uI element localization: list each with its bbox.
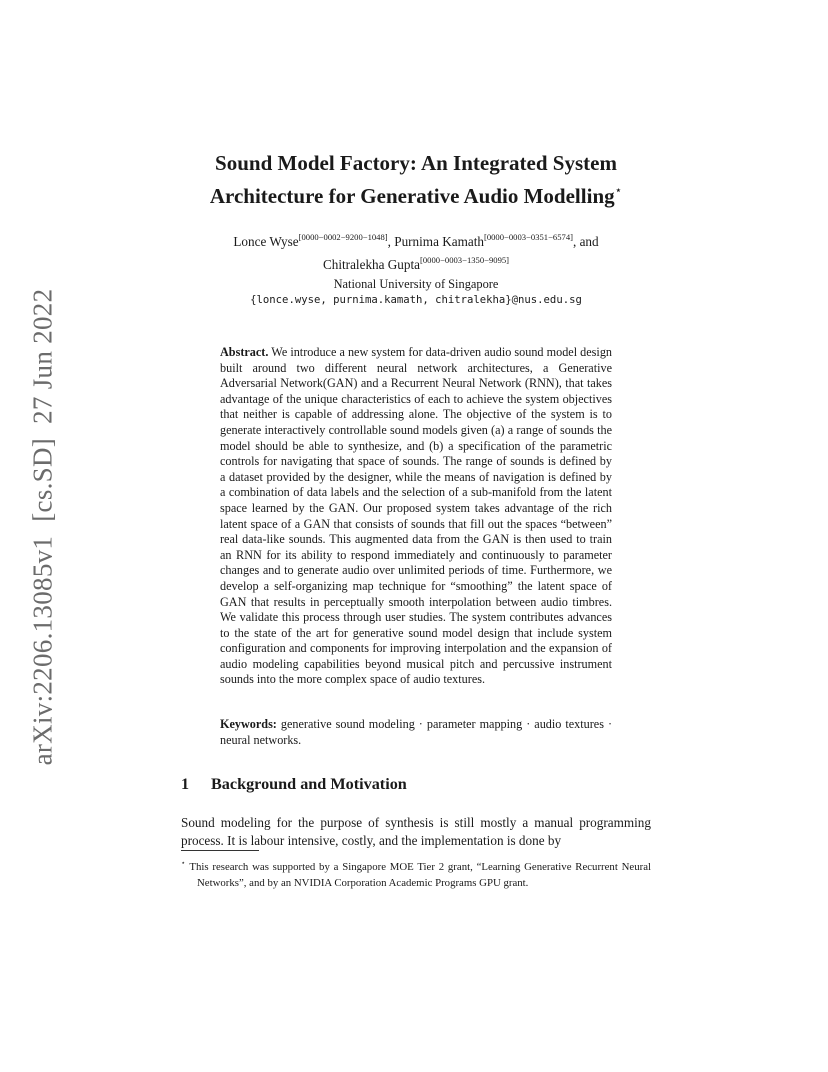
footnote [181, 856, 651, 891]
abstract [220, 345, 612, 688]
arxiv-category: [cs.SD] [27, 437, 58, 522]
author-name: Purnima Kamath [394, 234, 484, 249]
abstract-text: We introduce a new system for data-driven audio sound model design built around two different neural network architectures, a Generative Adversarial Network(GAN) and a Recurrent Neural Network (RNN), that takes advantage of the unique characteristics of each to achieve the system objectives that neither is capable of addressing alone. The objective of the system is to generate interactively controllable sound models given (a) a range of sounds the model should be able to synthesize, and (b) a specification of the parametric controls for navigating that space of sounds. The range of sounds is defined by a dataset provided by the designer, while the means of navigation is defined by a combination of data labels and the selection of a sub-manifold from the latent space learned by the GAN. Our proposed system takes advantage of the rich latent space of a GAN that consists of sounds that fill out the spaces “between” real data-like sounds. This augmented data from the GAN is then used to train an RNN for its ability to respond immediately and continuously to parameter changes and to generate audio over unlimited periods of time. Furthermore, we develop a self-organizing map technique for “smoothing” the latent space of GAN that results in perceptually smooth interpolation between audio timbres. We validate this process through user studies. The system contributes advances to the state of the art for generative sound model design that include system configuration and components for improving interpolation and the expansion of audio modeling capabilities beyond musical pitch and percussive instrument sounds into the more complex space of audio textures. [220, 345, 613, 687]
title-line-2: Architecture for Generative Audio Modelling [209, 184, 615, 208]
footnote-rule [181, 850, 259, 851]
footnote-text: This research was supported by a Singapore MOE Tier 2 grant, “Learning Generative Recurrent Neural Networks”, and by an NVIDIA Corporation Academic Programs GPU grant. [189, 861, 651, 889]
arxiv-side-stamp [28, 289, 59, 766]
author-orcid: [0000−0002−9200−1048] [298, 232, 388, 242]
footnote-mark: ⋆ [181, 859, 186, 867]
institution: National University of Singapore [333, 277, 499, 291]
author-name: Lonce Wyse [233, 234, 299, 249]
keywords-text: generative sound modeling · parameter mapping · audio textures · neural networks. [220, 717, 613, 747]
section-title: Background and Motivation [211, 775, 407, 793]
author-orcid: [0000−0003−0351−6574] [483, 232, 573, 242]
author-name: Chitralekha Gupta [322, 257, 421, 272]
arxiv-id: arXiv:2206.13085v1 [27, 535, 58, 766]
title-footnote-mark: ⋆ [614, 183, 623, 197]
paper-title [150, 150, 682, 210]
keywords-label: Keywords: [220, 717, 277, 731]
arxiv-date: 27 Jun 2022 [27, 288, 58, 424]
abstract-label: Abstract. [220, 345, 269, 359]
title-line-1: Sound Model Factory: An Integrated System [215, 151, 617, 175]
author-orcid: [0000−0003−1350−9095] [420, 255, 510, 265]
keywords [220, 717, 612, 748]
author-separator: , and [572, 234, 599, 249]
email-addresses: {lonce.wyse, purnima.kamath, chitralekha}@nus.edu.sg [250, 294, 582, 306]
section-heading [181, 775, 407, 794]
affiliation [150, 276, 682, 308]
author-list [150, 228, 682, 274]
section-number: 1 [181, 775, 190, 793]
section-body: Sound modeling for the purpose of synthesis is still mostly a manual programming process. It is labour intensive, costly, and the implementation is done by [181, 815, 651, 848]
author-separator: , [387, 234, 395, 249]
